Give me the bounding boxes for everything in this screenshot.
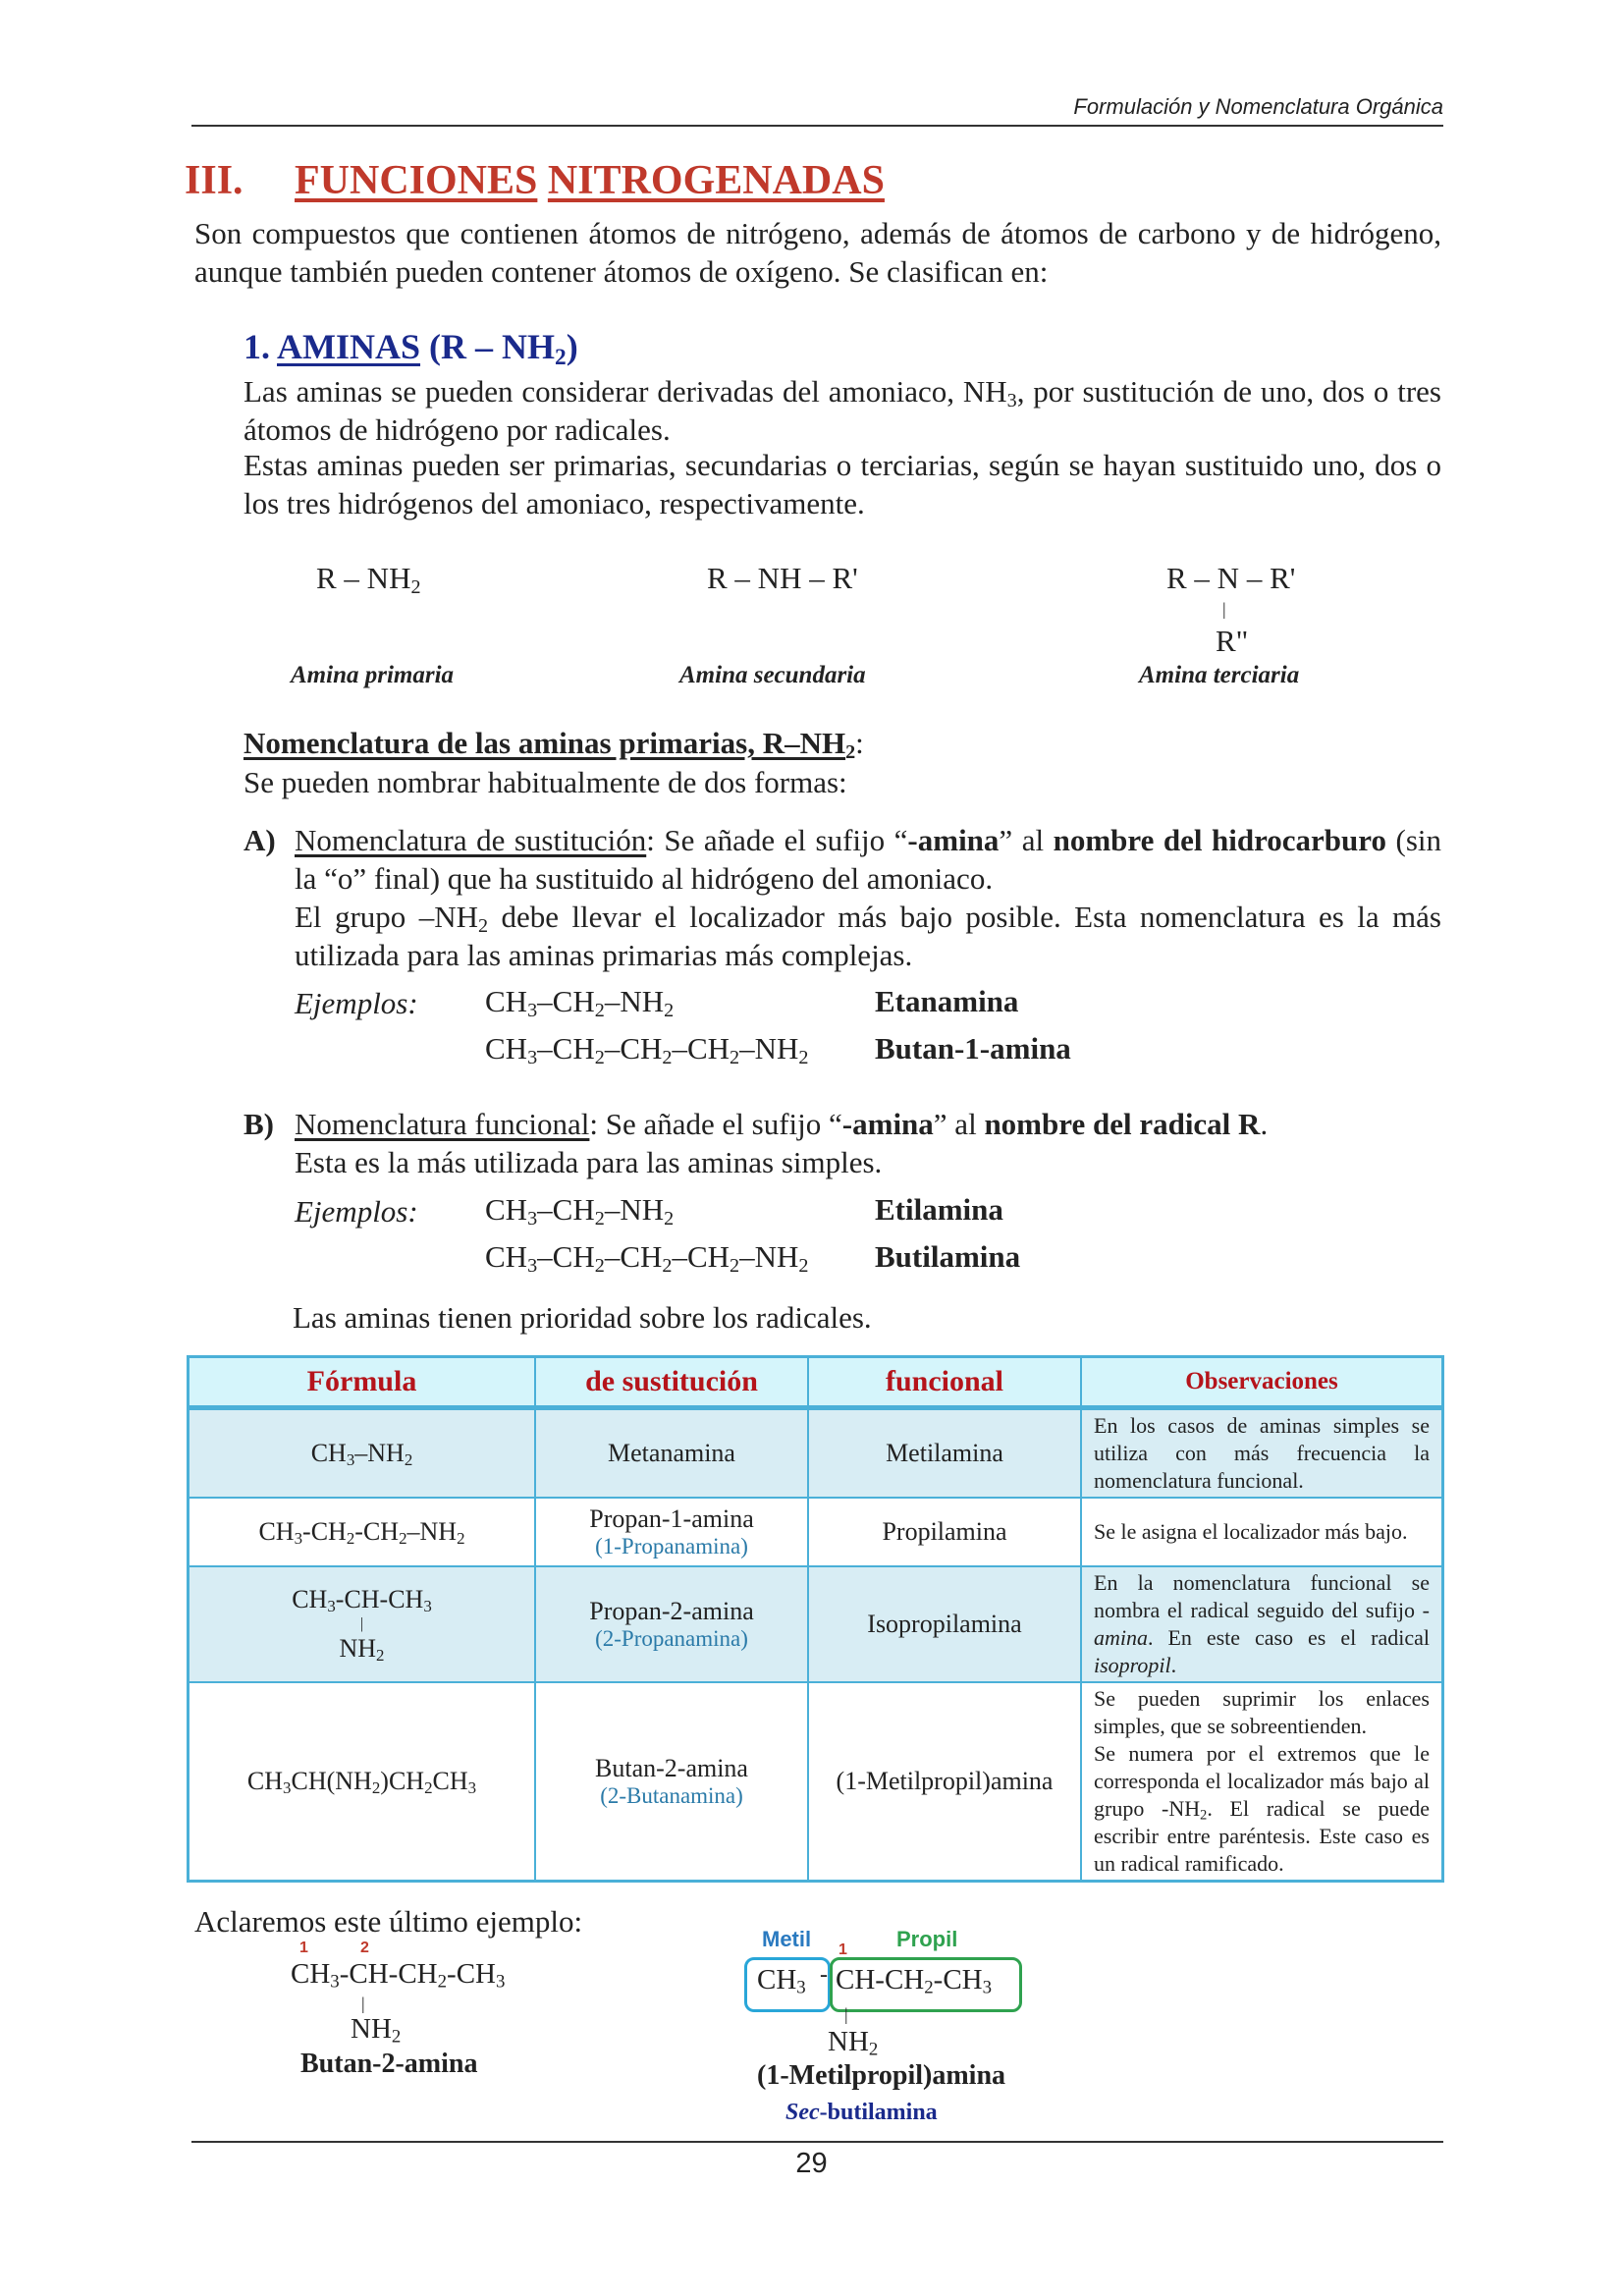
option-a-paragraph-2: El grupo $-NH_2$ debe llevar el localizador más bajo posible. Esta nomenclatura es la más utilizada para las aminas primarias más complejas.: [295, 900, 1441, 972]
subsection-formula: $(R - NH_2)$: [429, 327, 578, 370]
propil-formula: $CH-CH_2-CH_3$: [836, 1964, 993, 1998]
propil-label: Propil: [896, 1927, 958, 1951]
secondary-amine-formula: R – NH – R': [707, 561, 858, 595]
nomenclature-intro: Se pueden nombrar habitualmente de dos formas:: [243, 765, 847, 799]
cell-formula: $CH_3-NH_2$: [189, 1408, 536, 1499]
section-title: [185, 157, 885, 204]
clarify-text: Aclaremos este último ejemplo:: [194, 1904, 583, 1939]
section-intro: Son compuestos que contienen átomos de nitrógeno, además de átomos de carbono y de hidrógeno, aunque también pueden contener átomos de oxígeno. Se clasifican en:: [194, 216, 1441, 289]
table-row: [189, 1682, 1443, 1882]
example-name: Etanamina: [875, 984, 1019, 1018]
example-formula: $CH_3-CH_2-CH_2-CH_2-NH_2$: [485, 1031, 809, 1069]
header-sustitucion: de sustitución: [535, 1357, 808, 1408]
tertiary-branch: R": [1216, 624, 1249, 658]
option-a-paragraph: Nomenclatura de sustitución: Se añade el sufijo “-amina” al nombre del hidrocarburo (sin la “o” final) que ha sustituido al hidrógeno del amoniaco.: [295, 823, 1442, 896]
cell-sustitucion: Propan-1-amina (1-Propanamina): [535, 1498, 808, 1566]
amines-table: [187, 1355, 1444, 1883]
tertiary-amine-label: Amina terciaria: [1139, 662, 1300, 688]
cell-observaciones: Se le asigna el localizador más bajo.: [1081, 1498, 1443, 1566]
tertiary-amine-formula: R – N – R': [1166, 561, 1296, 595]
option-b-paragraph-2: Esta es la más utilizada para las aminas simples.: [295, 1145, 883, 1179]
section-title-word-1: FUNCIONES: [295, 158, 538, 203]
option-b-examples-label: Ejemplos:: [295, 1194, 418, 1229]
aminas-paragraph-1: Las aminas se pueden considerar derivadas del amoniaco, $NH_3$, por sustitución de uno, dos o tres átomos de hidrógeno por radicales.: [243, 374, 1441, 447]
subsection-number: 1.: [243, 327, 270, 366]
cell-sustitucion: Propan-2-amina (2-Propanamina): [535, 1566, 808, 1682]
aminas-paragraph-2: Estas aminas pueden ser primarias, secundarias o terciarias, según se hayan sustituido uno, dos o los tres hidrógenos del amoniaco, respectivamente.: [243, 448, 1441, 520]
running-header: Formulación y Nomenclatura Orgánica: [1073, 94, 1443, 119]
option-b-letter: B): [243, 1107, 274, 1141]
cell-observaciones: En los casos de aminas simples se utiliza con más frecuencia la nomenclatura funcional.: [1081, 1408, 1443, 1499]
page-number: 29: [795, 2148, 828, 2179]
butan-2-amina-formula: $CH_3-CH-CH_2-CH_3$: [291, 1958, 506, 1993]
butan-2-amina-branch: $NH_2$: [351, 2013, 402, 2048]
example-name: Etilamina: [875, 1192, 1003, 1227]
butan-2-amina-bond: |: [361, 1994, 365, 2013]
locant-right-1: 1: [839, 1941, 847, 1958]
metilpropil-amina-name: (1-Metilpropil)amina: [757, 2060, 1006, 2091]
table-row: [189, 1498, 1443, 1566]
metil-label: Metil: [762, 1927, 812, 1951]
cell-formula: $CH_3-CH-CH_3$ | $NH_2$: [189, 1566, 536, 1682]
cell-funcional: Metilamina: [808, 1408, 1081, 1499]
cell-observaciones: Se pueden suprimir los enlaces simples, que se sobreentienden. Se numera por el extremos que le corresponda el localizador más bajo al grupo $-NH_2$. El radical se puede escribir entre paréntesis. Este caso es un radical ramificado.: [1081, 1682, 1443, 1882]
example-name: Butan-1-amina: [875, 1031, 1071, 1066]
right-branch: $NH_2$: [828, 2026, 879, 2060]
cell-funcional: (1-Metilpropil)amina: [808, 1682, 1081, 1882]
example-formula: $CH_3-CH_2-NH_2$: [485, 1192, 675, 1230]
option-b-paragraph: Nomenclatura funcional: Se añade el sufijo “-amina” al nombre del radical R.: [295, 1107, 1269, 1141]
table-row: [189, 1408, 1443, 1499]
header-rule: [191, 125, 1443, 127]
cell-formula: $CH_3CH(NH_2)CH_2CH_3$: [189, 1682, 536, 1882]
cell-observaciones: En la nomenclatura funcional se nombra el radical seguido del sufijo -amina. En este caso es el radical isopropil.: [1081, 1566, 1443, 1682]
cell-sustitucion: Metanamina: [535, 1408, 808, 1499]
example-formula: $CH_3-CH_2-CH_2-CH_2-NH_2$: [485, 1239, 809, 1278]
metil-propil-bond: -: [820, 1962, 828, 1988]
example-name: Butilamina: [875, 1239, 1021, 1274]
subsection-name: AMINAS: [277, 327, 421, 366]
primary-amine-formula: R – $NH_2$: [316, 561, 421, 599]
metil-formula: $CH_3$: [757, 1964, 806, 1998]
nomenclature-heading: Nomenclatura de las aminas primarias, $R-NH_2$:: [243, 726, 864, 764]
table-row: [189, 1566, 1443, 1682]
option-a-examples-label: Ejemplos:: [295, 986, 418, 1020]
secondary-amine-label: Amina secundaria: [679, 662, 866, 688]
section-number: III.: [185, 158, 243, 203]
cell-formula: $CH_3-CH_2-CH_2-NH_2$: [189, 1498, 536, 1566]
table-header-row: [189, 1357, 1443, 1408]
cell-funcional: Propilamina: [808, 1498, 1081, 1566]
locant-1: 1: [299, 1940, 308, 1956]
sec-butilamina-name: Sec-butilamina: [785, 2100, 938, 2125]
header-formula: Fórmula: [189, 1357, 536, 1408]
right-bond: |: [844, 2004, 848, 2024]
priority-note: Las aminas tienen prioridad sobre los radicales.: [293, 1300, 872, 1335]
footer-rule: [191, 2141, 1443, 2143]
option-a-letter: A): [243, 823, 276, 857]
cell-funcional: Isopropilamina: [808, 1566, 1081, 1682]
header-funcional: funcional: [808, 1357, 1081, 1408]
subsection-title: [243, 326, 578, 370]
example-formula: $CH_3-CH_2-NH_2$: [485, 984, 675, 1022]
tertiary-bond: |: [1222, 599, 1226, 619]
butan-2-amina-name: Butan-2-amina: [300, 2049, 478, 2079]
header-observaciones: Observaciones: [1081, 1357, 1443, 1408]
cell-sustitucion: Butan-2-amina (2-Butanamina): [535, 1682, 808, 1882]
locant-2: 2: [360, 1940, 369, 1956]
primary-amine-label: Amina primaria: [291, 662, 455, 688]
section-title-word-2: NITROGENADAS: [547, 158, 885, 203]
